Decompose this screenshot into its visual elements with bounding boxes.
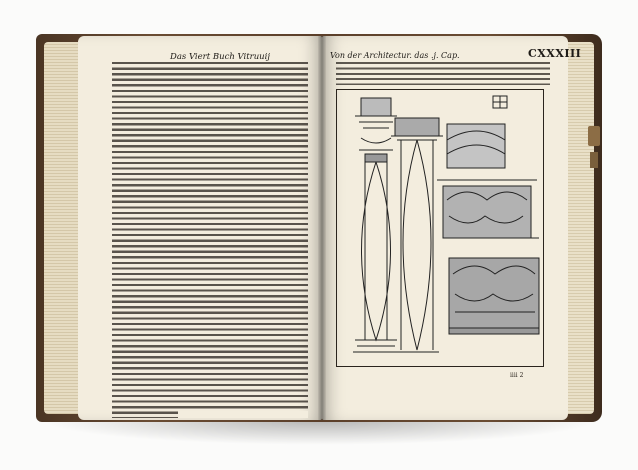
book-clasp <box>588 126 600 146</box>
left-body-text <box>112 62 308 418</box>
book-gutter <box>318 36 326 420</box>
folio-number: CXXXIII <box>528 47 582 60</box>
left-running-head: Das Viert Buch Vitruuij <box>170 52 271 62</box>
right-caption-text <box>336 62 550 85</box>
column-orders-woodcut <box>337 90 543 366</box>
right-running-head: Von der Architectur. das .j. Cap. <box>330 51 460 60</box>
woodcut-plate <box>336 89 544 367</box>
page-number: iiii 2 <box>510 372 524 379</box>
